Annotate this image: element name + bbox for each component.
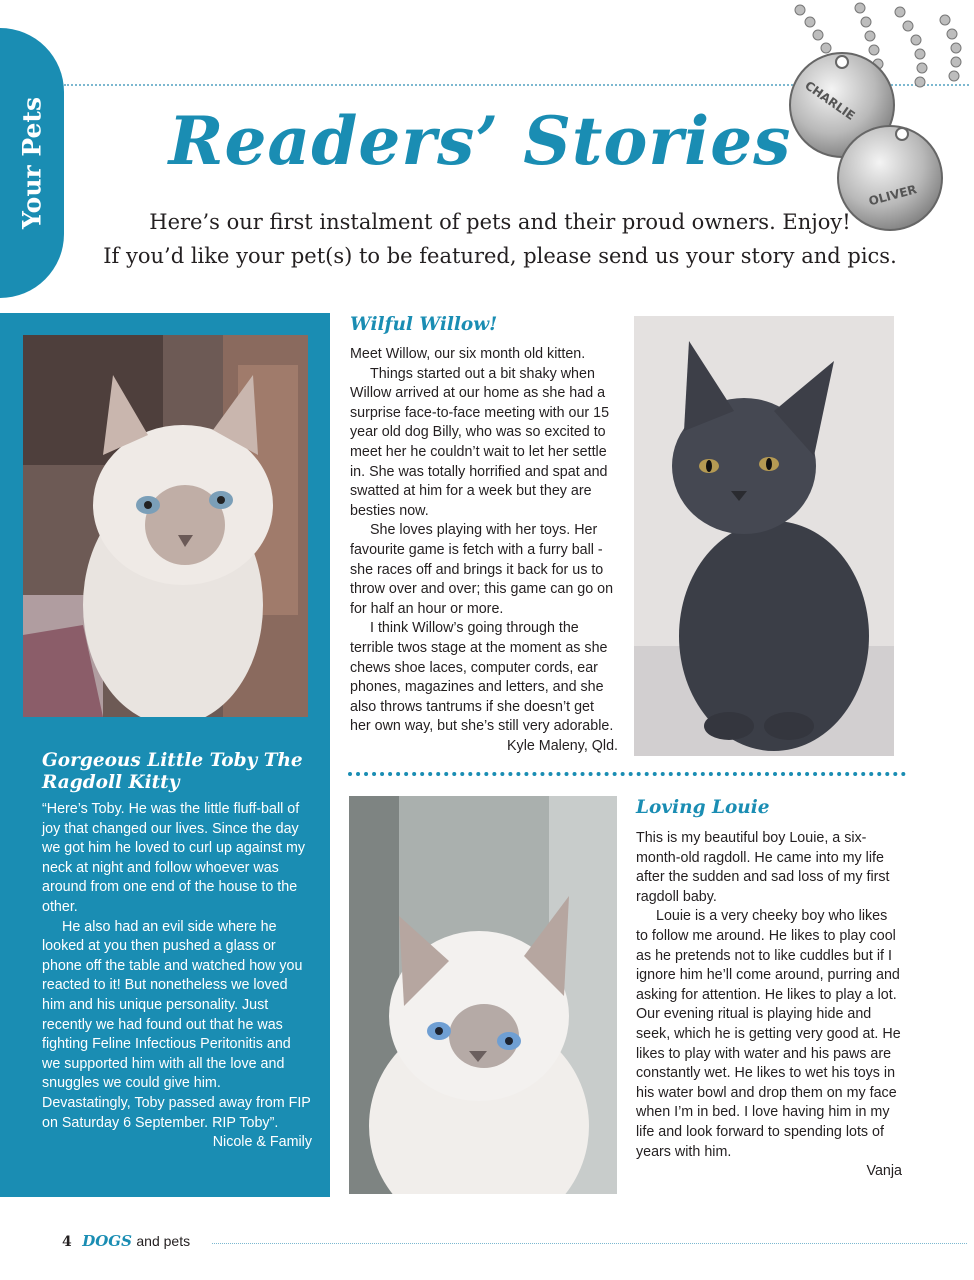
- toby-photo: [23, 335, 308, 717]
- willow-signature: Kyle Maleny, Qld.: [507, 737, 618, 754]
- page-footer: [62, 1232, 972, 1252]
- dog-tag-charlie-label: CHARLIE: [802, 78, 858, 123]
- magazine-name-suffix: and pets: [136, 1233, 191, 1249]
- toby-paragraph: “Here’s Toby. He was the little fluff-ball of joy that changed our lives. Since the day we got him he loved to curl up against my neck at night and follow whoever was around from one end of the house to the other.: [42, 801, 306, 915]
- toby-paragraph: He also had an evil side where he looked at you then pushed a glass or phone off the table and watched how you reacted to it! But nonetheless we loved him and his unique personality. Just recently we had found out that he was fighting Feline Infectious Peritonitis and we supported him with all the love and snuggles we could give him. Devastatingly, Toby passed away from FIP on Saturday 6 September. RIP Toby”.: [42, 918, 311, 1131]
- section-divider: [348, 772, 906, 776]
- willow-paragraph: I think Willow’s going through the terrible twos stage at the moment as she chews shoe laces, computer cords, ear phones, magazines and letters, and she also throws tantrums if she doesn’t get her own way, but she’s still very adorable.: [350, 620, 614, 735]
- dog-tags-illustration: [770, 0, 974, 250]
- willow-paragraph: Things started out a bit shaky when Willow arrived at our home as she had a surprise face-to-face meeting with our 15 year old dog Billy, who was so excited to meet her he couldn’t wait to let her settle in. She was totally horrified and spat and swatted at him for a week but they are besties now.: [350, 365, 610, 519]
- louie-paragraph: Louie is a very cheeky boy who likes to follow me around. He likes to play cool as he pretends not to like cuddles but if I ignore him he’ll come around, purring and asking for attention. He likes to play a lot. Our evening ritual is playing hide and seek, which he is getting very good at. He likes to play with water and his paws are constantly wet. He likes to wet his toys in his water bowl and drop them on my face when I’m in bed. I love having him in my life and look forward to spending lots of years with him.: [636, 908, 901, 1160]
- louie-paragraph: This is my beautiful boy Louie, a six-month-old ragdoll. He came into my life after the sudden and sad loss of my first ragdoll baby.: [636, 830, 890, 905]
- louie-signature: Vanja: [866, 1163, 902, 1180]
- willow-photo: [634, 316, 894, 756]
- willow-heading: Wilful Willow!: [350, 314, 498, 335]
- footer-dotted-rule: [212, 1243, 967, 1244]
- dog-tag-oliver: [838, 126, 942, 230]
- willow-paragraph: Meet Willow, our six month old kitten.: [350, 346, 586, 362]
- toby-story-text: [42, 800, 312, 1153]
- section-tab-label: Your Pets: [17, 96, 47, 230]
- page-number: 4: [62, 1234, 72, 1250]
- page-title: Readers’ Stories: [168, 102, 792, 180]
- intro-line-1: Here’s our first instalment of pets and their proud owners. Enjoy!: [149, 210, 851, 234]
- dog-tag-oliver-label: OLIVER: [867, 182, 919, 209]
- magazine-name: DOGS: [82, 1232, 132, 1250]
- section-tab: [0, 28, 64, 298]
- louie-story-text: [636, 829, 902, 1182]
- willow-paragraph: She loves playing with her toys. Her favourite game is fetch with a furry ball - she races off and brings it back for us to throw over and over; this game can go on for half an hour or more.: [350, 522, 614, 617]
- intro-line-2: If you’d like your pet(s) to be featured, please send us your story and pics.: [103, 244, 897, 268]
- louie-photo: [349, 796, 617, 1194]
- toby-signature: Nicole & Family: [212, 1134, 312, 1151]
- louie-heading: Loving Louie: [636, 797, 770, 818]
- toby-heading: Gorgeous Little Toby The Ragdoll Kitty: [42, 750, 303, 793]
- willow-story-text: [350, 345, 618, 756]
